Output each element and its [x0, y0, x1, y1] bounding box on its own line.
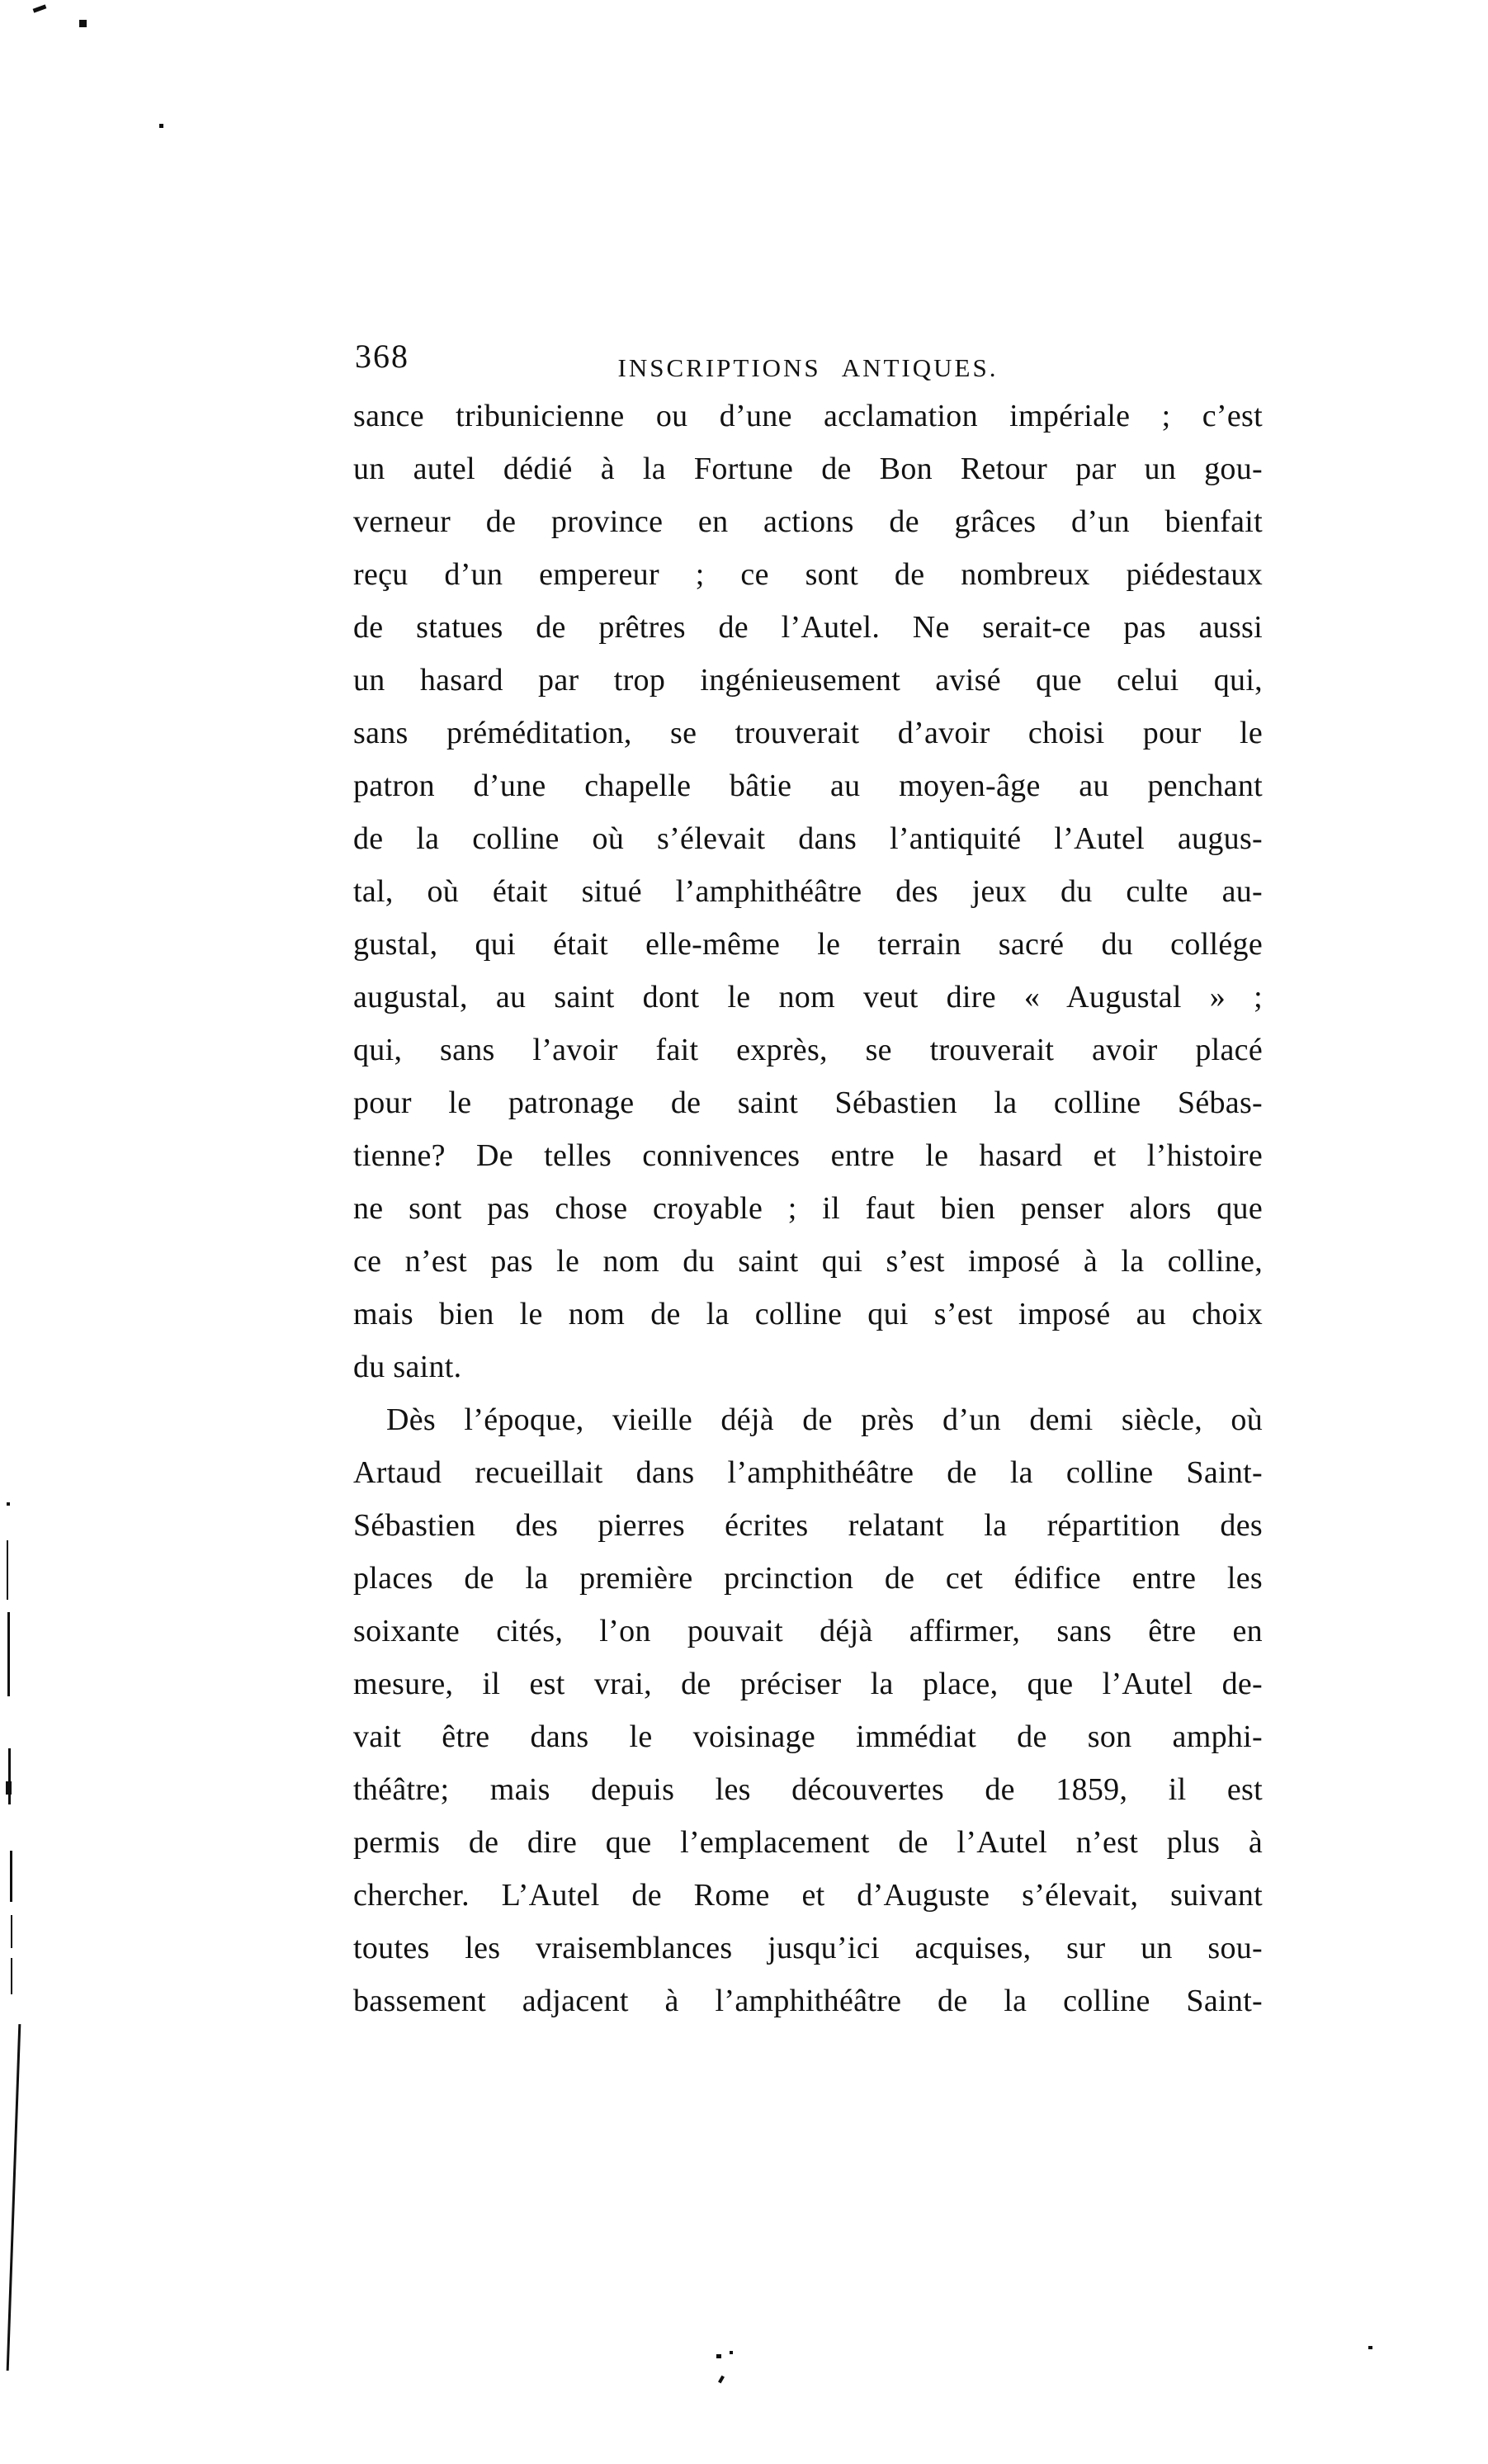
text-line: places de la première prcinction de cet édifice entre les	[353, 1561, 1263, 1596]
text-line: verneur de province en actions de grâces d’un bienfait	[353, 504, 1263, 539]
scan-artifact	[79, 20, 87, 27]
text-line: un autel dédié à la Fortune de Bon Retour par un gou-	[353, 452, 1263, 486]
scan-artifact	[716, 2354, 721, 2358]
running-head: INSCRIPTIONS ANTIQUES.	[617, 353, 999, 382]
body-text-block	[353, 390, 1263, 2027]
text-line: un hasard par trop ingénieusement avisé que celui qui,	[353, 663, 1263, 698]
text-line: ce n’est pas le nom du saint qui s’est imposé à la colline,	[353, 1244, 1263, 1279]
text-line: tienne? De telles connivences entre le hasard et l’histoire	[353, 1138, 1263, 1173]
text-line: patron d’une chapelle bâtie au moyen-âge au penchant	[353, 769, 1263, 803]
text-line: permis de dire que l’emplacement de l’Autel n’est plus à	[353, 1825, 1263, 1860]
scan-artifact	[10, 1851, 12, 1902]
text-line: Sébastien des pierres écrites relatant la répartition des	[353, 1508, 1263, 1543]
text-line: sance tribunicienne ou d’une acclamation impériale ; c’est	[353, 399, 1263, 433]
text-line: Artaud recueillait dans l’amphithéâtre de la colline Saint-	[353, 1455, 1263, 1490]
scan-artifact	[8, 1748, 11, 1804]
text-line: du saint.	[353, 1350, 462, 1384]
text-line: mais bien le nom de la colline qui s’est imposé au choix	[353, 1297, 1263, 1331]
page-number: 368	[355, 338, 409, 375]
scan-artifact	[730, 2351, 733, 2354]
scan-artifact	[1368, 2346, 1372, 2349]
text-line: sans préméditation, se trouverait d’avoir choisi pour le	[353, 716, 1263, 750]
text-line: théâtre; mais depuis les découvertes de 1859, il est	[353, 1772, 1263, 1807]
text-line: chercher. L’Autel de Rome et d’Auguste s’élevait, suivant	[353, 1878, 1263, 1913]
scan-artifact	[11, 1958, 12, 1994]
scan-artifact	[718, 2376, 725, 2384]
scan-artifact	[7, 1540, 8, 1600]
text-line: mesure, il est vrai, de préciser la place, que l’Autel de-	[353, 1667, 1263, 1701]
text-line: tal, où était situé l’amphithéâtre des jeux du culte au-	[353, 874, 1263, 909]
text-line: gustal, qui était elle-même le terrain sacré du collége	[353, 927, 1263, 962]
text-line: Dès l’époque, vieille déjà de près d’un demi siècle, où	[386, 1402, 1263, 1437]
text-line: pour le patronage de saint Sébastien la colline Sébas-	[353, 1085, 1263, 1120]
text-line: de la colline où s’élevait dans l’antiquité l’Autel augus-	[353, 821, 1263, 856]
text-line: soixante cités, l’on pouvait déjà affirmer, sans être en	[353, 1614, 1263, 1648]
scan-artifact	[7, 1612, 10, 1696]
scan-artifact	[33, 4, 47, 12]
text-line: toutes les vraisemblances jusqu’ici acquises, sur un sou-	[353, 1931, 1263, 1965]
text-line: vait être dans le voisinage immédiat de son amphi-	[353, 1719, 1263, 1754]
text-line: bassement adjacent à l’amphithéâtre de la colline Saint-	[353, 1984, 1263, 2018]
scan-artifact	[6, 1781, 12, 1795]
scan-artifact	[7, 1502, 10, 1506]
text-line: qui, sans l’avoir fait exprès, se trouverait avoir placé	[353, 1033, 1263, 1067]
scan-artifact	[7, 2024, 21, 2371]
text-line: reçu d’un empereur ; ce sont de nombreux piédestaux	[353, 557, 1263, 592]
text-line: ne sont pas chose croyable ; il faut bien penser alors que	[353, 1191, 1263, 1226]
scan-artifact	[11, 1915, 12, 1948]
scan-artifact	[159, 124, 163, 128]
text-line: de statues de prêtres de l’Autel. Ne serait-ce pas aussi	[353, 610, 1263, 645]
text-line: augustal, au saint dont le nom veut dire « Augustal » ;	[353, 980, 1263, 1014]
